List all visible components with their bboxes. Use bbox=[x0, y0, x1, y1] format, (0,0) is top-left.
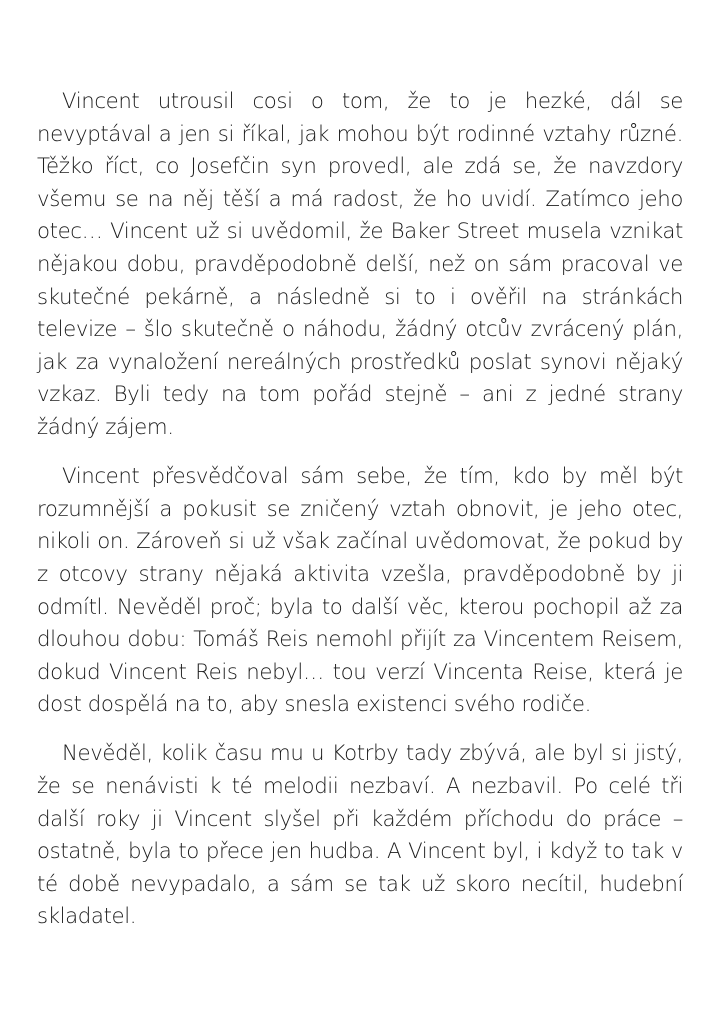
book-page bbox=[37, 86, 683, 934]
paragraph-1: Vincent utrousil cosi o tom, že to je hezké, dál se nevyptával a jen si říkal, jak mohou být rodinné vztahy různé. Těžko říct, co Josefčin syn provedl, ale zdá se, že navzdory všemu se na něj těší a má radost, že ho uvidí. Zatímco jeho otec… Vincent už si uvědomil, že Baker Street musela vznikat nějakou dobu, pravděpodobně delší, než on sám pracoval ve skutečné pekárně, a následně si to i ověřil na stránkách televize – šlo skutečně o náhodu, žádný otcův zvrácený plán, jak za vynaložení nereálných prostředků poslat synovi nějaký vzkaz. Byli tedy na tom pořád stejně – ani z jedné strany žádný zájem. bbox=[37, 89, 683, 440]
paragraph-3: Nevěděl, kolik času mu u Kotrby tady zbývá, ale byl si jistý, že se nenávisti k té melodii nezbaví. A nezbavil. Po celé tři další roky ji Vincent slyšel při každém příchodu do práce – ostatně, byla to přece jen hudba. A Vincent byl, i když to tak v té době nevypadalo, a sám se tak už skoro necítil, hudební skladatel. bbox=[37, 741, 683, 930]
paragraph-2: Vincent přesvědčoval sám sebe, že tím, kdo by měl být rozumnější a pokusit se zničený vztah obnovit, je jeho otec, nikoli on. Zároveň si už však začínal uvědomovat, že pokud by z otcovy strany nějaká aktivita vzešla, pravděpodobně by ji odmítl. Nevěděl proč; byla to další věc, kterou pochopil až za dlouhou dobu: Tomáš Reis nemohl přijít za Vincentem Reisem, dokud Vincent Reis nebyl… tou verzí Vincenta Reise, která je dost dospělá na to, aby snesla existenci svého rodiče. bbox=[37, 464, 683, 718]
